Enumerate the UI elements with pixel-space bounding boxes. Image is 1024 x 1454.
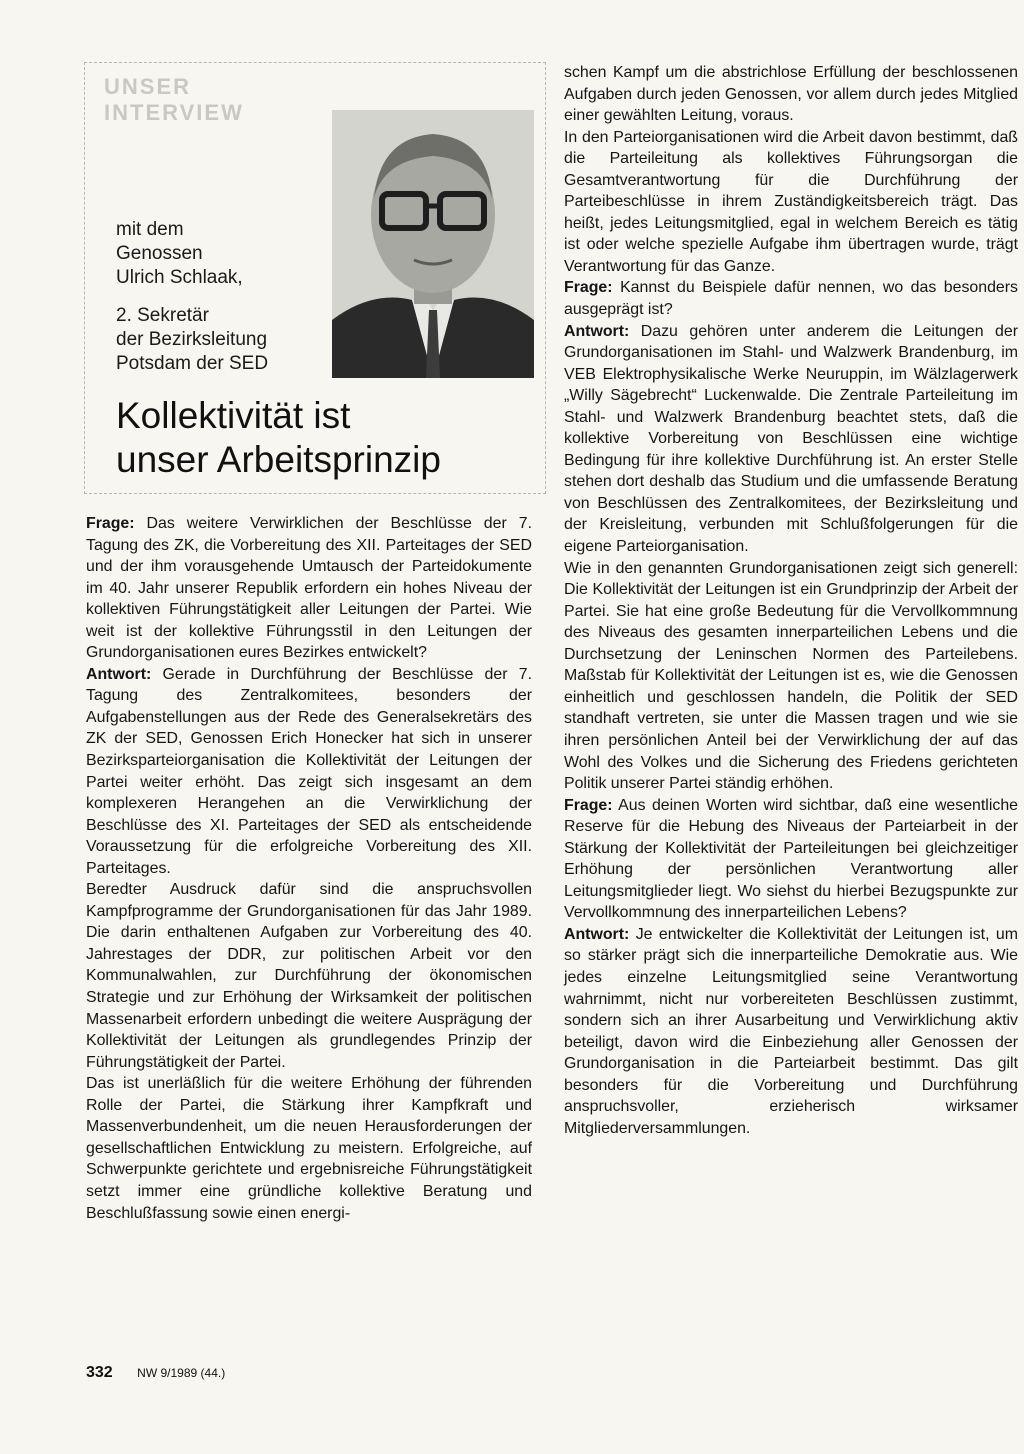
paragraph-text: Beredter Ausdruck dafür sind die anspruchsvollen Kampfprogramme der Grundorganisationen für das Jahr 1989. Die darin enthaltenen Aufgaben zur Vorbereitung des 40. Jahrestages der DDR, zur politischen Arbeit vor den Kommunalwahlen, zur Durchführung der ökonomischen Strategie und zur Erhöhung der Wirksamkeit der politischen Massenarbeit erfordern unbedingt die weitere Ausprägung der Kollektivität der Leitungen als grundlegendes Prinzip der Führungstätigkeit der Partei.: [86, 881, 532, 1071]
paragraph-text: Aus deinen Worten wird sichtbar, daß eine wesentliche Reserve für die Hebung des Niveaus der Parteiarbeit in der Stärkung der Kollektivität der Parteileitungen bei gleichzeitiger Erhöhung der persönlichen Verantwortung aller Leitungsmitglieder liegt. Wo siehst du hierbei Bezugspunkte zur Vervollkommnung des innerparteilichen Lebens?: [564, 796, 1018, 922]
paragraph-text: Dazu gehören unter anderem die Leitungen der Grundorganisationen im Stahl- und Walzwerk Brandenburg, im VEB Elektrophysikalische Werke Neuruppin, im Wälzlagerwerk „Willy Sägebrecht“ Luckenwalde. Die Zentrale Parteileitung im Stahl- und Walzwerk Brandenburg beachtet stets, daß die kollektive Vorbereitung von Beschlüssen eine wichtige Bedingung für ihre kollektive Durchführung ist. An erster Stelle stehen dort deshalb das Studium und die umfassende Beratung von Beschlüssen des Zentralkomitees, der Bezirksleitung und der Kreisleitung, verbunden mit Schlußfolgerungen für die eigene Parteiorganisation.: [564, 322, 1018, 556]
speaker-label: Frage:: [564, 796, 613, 814]
paragraph: [564, 924, 1018, 1139]
interview-intro: [116, 218, 326, 376]
speaker-label: Antwort:: [86, 665, 152, 683]
paragraph: [86, 1073, 532, 1224]
paragraph-text: Gerade in Durchführung der Beschlüsse der 7. Tagung des Zentralkomitees, besonders der Aufgabenstellungen aus der Rede des Generalsekretärs des ZK der SED, Genossen Erich Honecker hat sich in unserer Bezirksparteiorganisation die Kollektivität der Leitungen der Partei weiter erhöht. Das zeigt sich insgesamt an dem komplexeren Herangehen an die Verwirklichung der Beschlüsse des XI. Parteitages der SED als entscheidende Voraussetzung für die erfolgreiche Vorbereitung des XII. Parteitages.: [86, 665, 532, 877]
paragraph: [564, 62, 1018, 127]
paragraph: [86, 664, 532, 879]
left-text-column: [86, 513, 532, 1224]
paragraph-text: Das weitere Verwirklichen der Beschlüsse der 7. Tagung des ZK, die Vorbereitung des XII. Parteitages der SED und der ihm vorausgehende Umtausch der Parteidokumente im 40. Jahr unserer Republik erfordern ein hohes Niveau der kollektiven Führungstätigkeit aller Leitungen der Partei. Wie weit ist der kollektive Führungsstil in den Leitungen der Grundorganisationen eures Bezirkes entwickelt?: [86, 515, 532, 662]
page-footer: [86, 1364, 225, 1382]
paragraph: [564, 321, 1018, 558]
paragraph: [564, 795, 1018, 924]
headline-line: unser Arbeitsprinzip: [116, 439, 441, 480]
issue-reference: NW 9/1989 (44.): [137, 1366, 226, 1380]
paragraph: [86, 879, 532, 1073]
paragraph: [564, 558, 1018, 795]
interviewee-role: 2. Sekretär: [116, 305, 209, 326]
interviewee-role: Potsdam der SED: [116, 353, 269, 374]
speaker-label: Frage:: [86, 515, 135, 532]
speaker-label: Frage:: [564, 279, 613, 297]
paragraph-text: Je entwickelter die Kollektivität der Leitungen ist, um so stärker prägt sich die innerparteiliche Demokratie aus. Wie jedes einzelne Leitungsmitglied seine Verantwortung wahrnimmt, nicht nur vorbereiteten Beschlüssen zustimmt, sondern sich an ihrer Ausarbeitung und Verwirklichung aktiv beteiligt, davon wird die Einbeziehung aller Genossen der Grundorganisation in die Parteiarbeit bestimmt. Das gilt besonders für die Vorbereitung und Durchführung anspruchsvoller, erzieherisch wirksamer Mitgliederversammlungen.: [564, 925, 1018, 1137]
portrait-photo: [332, 110, 534, 378]
interview-section-label: [104, 74, 244, 126]
paragraph: [86, 513, 532, 664]
page-number: 332: [86, 1364, 113, 1381]
headline-line: Kollektivität ist: [116, 395, 351, 436]
intro-line: Genossen: [116, 243, 203, 264]
interviewee-name: Ulrich Schlaak,: [116, 267, 243, 288]
paragraph-text: Kannst du Beispiele dafür nennen, wo das besonders ausgeprägt ist?: [564, 279, 1018, 319]
paragraph-text: Das ist unerläßlich für die weitere Erhöhung der führenden Rolle der Partei, die Stärkung ihrer Kampfkraft und Massenverbundenheit, um die neuen Herausforderungen der gesellschaftlichen Entwicklung zu meistern. Erfolgreiche, auf Schwerpunkte gerichtete und ergebnisreiche Führungstätigkeit setzt immer eine gründliche kollektive Beratung und Beschlußfassung sowie einen energi-: [86, 1075, 532, 1222]
paragraph-text: schen Kampf um die abstrichlose Erfüllung der beschlossenen Aufgaben durch jeden Genossen, vor allem durch jedes Mitglied einer gewählten Leitung, voraus.: [564, 64, 1018, 125]
interviewee-role: der Bezirksleitung: [116, 329, 268, 350]
speaker-label: Antwort:: [564, 925, 630, 943]
right-text-column: [564, 62, 1018, 1139]
paragraph: [564, 277, 1018, 320]
intro-line: mit dem: [116, 219, 184, 240]
section-label-line: INTERVIEW: [104, 100, 244, 125]
speaker-label: Antwort:: [564, 322, 630, 340]
section-label-line: UNSER: [104, 74, 192, 99]
paragraph-text: In den Parteiorganisationen wird die Arbeit davon bestimmt, daß die Parteileitung als kollektives Führungsorgan die Gesamtverantwortung für die Durchführung der Parteibeschlüsse in ihrem Zuständigkeitsbereich trägt. Das heißt, jedes Leitungsmitglied, egal in welchem Bereich es tätig ist oder welche spezielle Aufgabe ihm übertragen wurde, trägt Verantwortung für das Ganze.: [564, 128, 1018, 275]
article-headline: [116, 394, 536, 482]
paragraph-text: Wie in den genannten Grundorganisationen zeigt sich generell: Die Kollektivität der Leitungen ist ein Grundprinzip der Arbeit der Partei. Sie hat eine große Bedeutung für die Vervollkommnung des Niveaus des gesamten innerparteilichen Lebens und die Durchsetzung der Leninschen Normen des Parteilebens. Maßstab für Kollektivität der Leitungen ist es, wie die Genossen einheitlich und geschlossen handeln, die Politik der SED standhaft vertreten, sie unter die Massen tragen und wie sie ihren persönlichen Anteil bei der Verwirklichung der auf das Wohl des Volkes und die Sicherung des Friedens gerichteten Politik unserer Partei ständig erhöhen.: [564, 559, 1018, 793]
portrait-image: [332, 110, 534, 378]
paragraph: [564, 127, 1018, 278]
